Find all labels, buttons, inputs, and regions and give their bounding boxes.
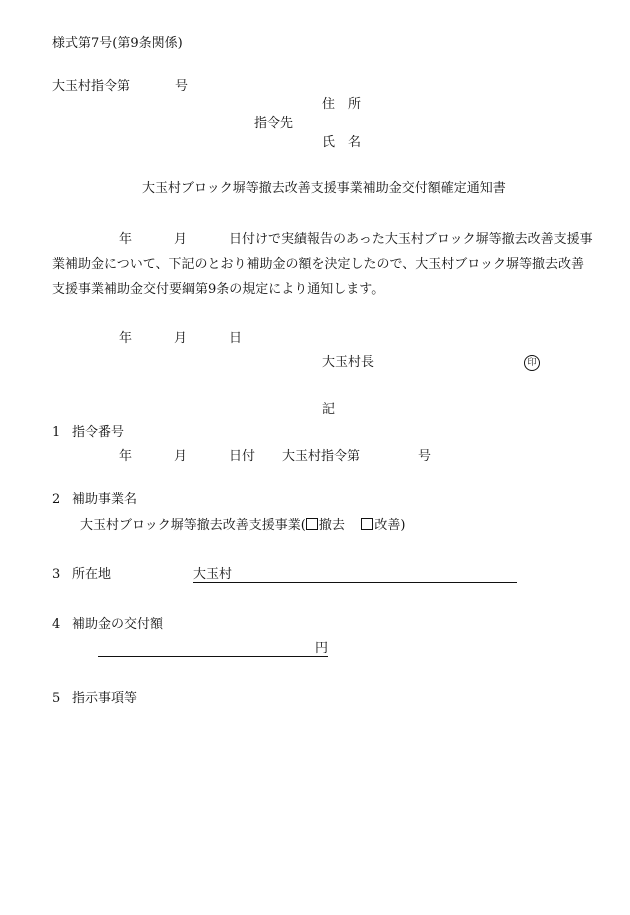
body-line3: 支援事業補助金交付要綱第9条の規定により通知します。 (52, 282, 385, 297)
ki-label: 記 (322, 402, 336, 417)
item3-label: 所在地 (72, 567, 112, 582)
item2-number: 2 (52, 492, 61, 507)
item5-number: 5 (52, 691, 61, 706)
item1-label: 指令番号 (72, 425, 125, 440)
item1-year: 年 (119, 449, 133, 464)
directive-number-label: 大玉村指令第 (52, 79, 131, 94)
recipient-label: 指令先 (254, 116, 294, 131)
item3-number: 3 (52, 567, 61, 582)
location-value: 大玉村 (193, 567, 233, 582)
improvement-option-label: 改善) (374, 518, 406, 533)
body-line2: 業補助金について、下記のとおり補助金の額を決定したので、大玉村ブロック塀等撤去改善 (52, 257, 584, 272)
date-month: 月 (174, 331, 188, 346)
item2-value (80, 518, 405, 532)
name-label: 氏 名 (322, 135, 362, 150)
item1-day-suffix: 日付 (229, 449, 256, 464)
body-month: 月 (174, 232, 188, 247)
removal-option-label: 撤去 (318, 518, 345, 533)
document-title: 大玉村ブロック塀等撤去改善支援事業補助金交付額確定通知書 (142, 181, 506, 196)
item4-number: 4 (52, 617, 61, 632)
item1-number: 1 (52, 425, 61, 440)
item2-value-prefix: 大玉村ブロック塀等撤去改善支援事業( (80, 518, 306, 533)
item1-directive: 大玉村指令第 (282, 449, 361, 464)
item1-month: 月 (174, 449, 188, 464)
location-underline[interactable] (193, 582, 517, 583)
date-day: 日 (229, 331, 243, 346)
body-year: 年 (119, 232, 133, 247)
item5-label: 指示事項等 (72, 691, 138, 706)
mayor-label: 大玉村長 (322, 355, 375, 370)
removal-checkbox[interactable] (306, 518, 318, 530)
directive-number-suffix: 号 (175, 79, 189, 94)
item2-label: 補助事業名 (72, 492, 138, 507)
item1-number-suffix: 号 (418, 449, 432, 464)
amount-unit: 円 (315, 641, 329, 656)
address-label: 住 所 (322, 97, 362, 112)
form-label: 様式第7号(第9条関係) (52, 36, 183, 51)
date-year: 年 (119, 331, 133, 346)
seal-mark: 印 (524, 355, 540, 371)
item4-label: 補助金の交付額 (72, 617, 164, 632)
amount-underline[interactable] (98, 656, 328, 657)
body-line1: 日付けで実績報告のあった大玉村ブロック塀等撤去改善支援事 (229, 232, 593, 247)
improvement-checkbox[interactable] (361, 518, 373, 530)
